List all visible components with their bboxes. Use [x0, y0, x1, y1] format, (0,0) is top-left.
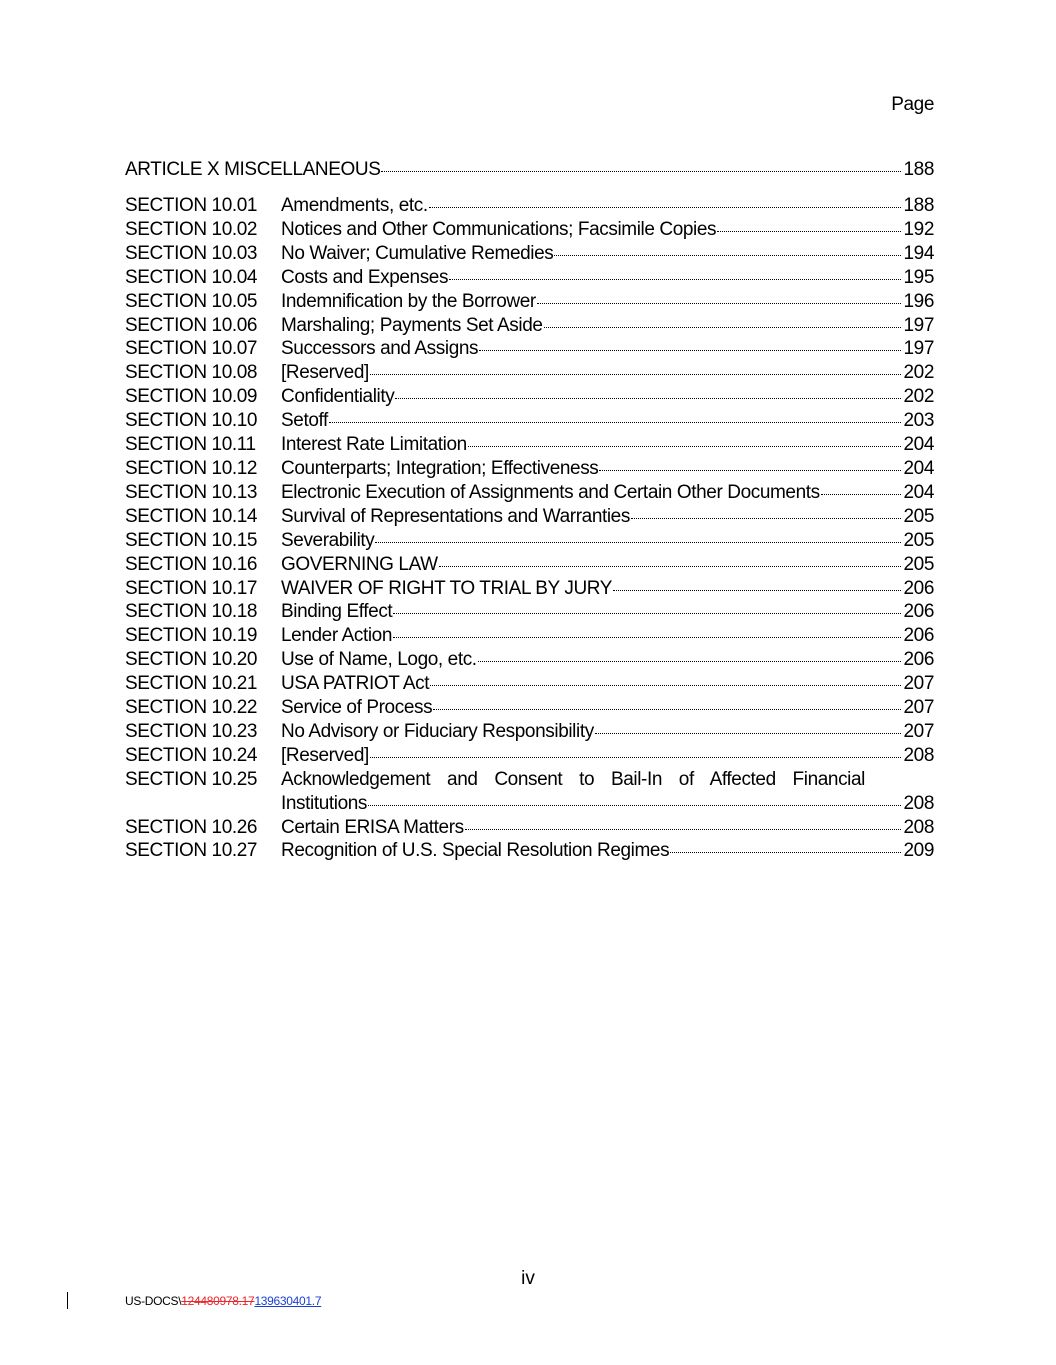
section-title-line-1: Acknowledgement and Consent to Bail-In of Affected Financial	[281, 768, 865, 790]
toc-entry-10-02[interactable]	[125, 218, 934, 242]
section-title: Successors and Assigns	[281, 338, 479, 360]
doc-id-deleted: 124480978.17	[181, 1294, 255, 1308]
section-number: SECTION 10.09	[125, 386, 258, 408]
section-title: Confidentiality	[281, 386, 395, 408]
toc-entry-10-09[interactable]	[125, 385, 934, 409]
section-page-number: 206	[903, 625, 934, 647]
section-title: [Reserved]	[281, 744, 369, 766]
section-title: Marshaling; Payments Set Aside	[281, 314, 543, 336]
section-page-number: 195	[903, 266, 934, 288]
dot-leader	[430, 685, 901, 686]
section-number: SECTION 10.22	[125, 697, 258, 719]
dot-leader	[370, 374, 902, 375]
toc-article-entry[interactable]	[125, 159, 934, 181]
doc-id-inserted: 139630401.7	[254, 1294, 322, 1308]
section-page-number: 206	[903, 601, 934, 623]
section-page-number: 188	[903, 195, 934, 216]
section-number: SECTION 10.17	[125, 577, 258, 599]
section-number: SECTION 10.15	[125, 529, 258, 551]
doc-id-prefix: US-DOCS\	[125, 1294, 182, 1308]
section-page-number: 207	[903, 720, 934, 742]
toc-entry-10-05[interactable]	[125, 290, 934, 314]
dot-leader	[821, 494, 902, 495]
dot-leader	[393, 613, 901, 614]
section-page-number: 192	[903, 218, 934, 240]
section-title: USA PATRIOT Act	[281, 673, 430, 695]
dot-leader	[613, 590, 901, 591]
section-number: SECTION 10.11	[125, 434, 256, 456]
section-page-number: 208	[903, 816, 934, 838]
dot-leader	[329, 422, 902, 423]
section-title-line-2: Institutions	[281, 792, 368, 814]
toc-entry-10-14[interactable]	[125, 505, 934, 529]
dot-leader	[375, 542, 901, 543]
section-page-number: 197	[903, 338, 934, 360]
dot-leader	[479, 350, 901, 351]
section-title: No Advisory or Fiduciary Responsibility	[281, 720, 594, 742]
dot-leader	[544, 327, 902, 328]
section-title: Costs and Expenses	[281, 266, 449, 288]
dot-leader	[433, 709, 901, 710]
section-title: Survival of Representations and Warranties	[281, 505, 630, 527]
toc-entry-10-03[interactable]	[125, 242, 934, 266]
article-page-number: 188	[903, 159, 934, 180]
section-title: Lender Action	[281, 625, 392, 647]
section-page-number: 203	[903, 410, 934, 432]
toc-entry-10-04[interactable]	[125, 266, 934, 290]
toc-entry-10-15[interactable]	[125, 529, 934, 553]
section-page-number: 207	[903, 673, 934, 695]
section-title: Severability	[281, 529, 375, 551]
toc-entry-10-13[interactable]	[125, 481, 934, 505]
dot-leader	[439, 566, 902, 567]
section-title: Service of Process	[281, 697, 433, 719]
section-title: [Reserved]	[281, 362, 369, 384]
dot-leader	[468, 446, 902, 447]
section-number: SECTION 10.03	[125, 242, 258, 264]
toc-entry-10-21[interactable]	[125, 672, 934, 696]
toc-entry-10-18[interactable]	[125, 600, 934, 624]
toc-entry-10-26[interactable]	[125, 816, 934, 840]
section-page-number: 207	[903, 697, 934, 719]
section-page-number: 208	[903, 744, 934, 766]
document-id	[125, 1294, 321, 1308]
section-number: SECTION 10.27	[125, 840, 258, 862]
section-number: SECTION 10.06	[125, 314, 258, 336]
section-number: SECTION 10.04	[125, 266, 258, 288]
toc-entry-10-22[interactable]	[125, 696, 934, 720]
toc-entry-10-16[interactable]	[125, 553, 934, 577]
toc-entry-10-11[interactable]	[125, 433, 934, 457]
section-title: WAIVER OF RIGHT TO TRIAL BY JURY	[281, 577, 613, 599]
toc-entry-10-25[interactable]	[125, 768, 934, 816]
section-page-number: 205	[903, 553, 934, 575]
section-number: SECTION 10.20	[125, 649, 258, 671]
dot-leader	[449, 279, 901, 280]
section-page-number: 204	[903, 457, 934, 479]
section-page-number: 206	[903, 577, 934, 599]
section-title: No Waiver; Cumulative Remedies	[281, 242, 554, 264]
dot-leader	[537, 303, 902, 304]
section-title: Counterparts; Integration; Effectiveness	[281, 457, 599, 479]
section-title: Setoff	[281, 410, 328, 432]
toc-entry-10-10[interactable]	[125, 409, 934, 433]
section-number: SECTION 10.08	[125, 362, 258, 384]
toc-entry-10-08[interactable]	[125, 361, 934, 385]
dot-leader	[370, 757, 902, 758]
toc-entry-10-07[interactable]	[125, 337, 934, 361]
toc-entry-10-01[interactable]	[125, 194, 934, 218]
dot-leader	[478, 661, 902, 662]
section-page-number: 206	[903, 649, 934, 671]
toc-entry-10-24[interactable]	[125, 744, 934, 768]
dot-leader	[717, 231, 901, 232]
dot-leader	[395, 398, 901, 399]
section-title: Binding Effect	[281, 601, 393, 623]
toc-entry-10-23[interactable]	[125, 720, 934, 744]
page-column-label: Page	[891, 94, 934, 115]
dot-leader	[670, 852, 901, 853]
dot-leader	[554, 255, 901, 256]
section-page-number: 208	[903, 792, 934, 814]
page-number: iv	[521, 1268, 535, 1289]
toc-entry-10-12[interactable]	[125, 457, 934, 481]
toc-entry-10-19[interactable]	[125, 624, 934, 648]
section-page-number: 205	[903, 505, 934, 527]
section-title: GOVERNING LAW	[281, 553, 438, 575]
section-title: Electronic Execution of Assignments and Certain Other Documents	[281, 481, 820, 503]
dot-leader	[393, 637, 901, 638]
section-number: SECTION 10.05	[125, 290, 258, 312]
section-title: Indemnification by the Borrower	[281, 290, 536, 312]
section-number: SECTION 10.25	[125, 768, 258, 790]
section-number: SECTION 10.12	[125, 457, 258, 479]
section-number: SECTION 10.18	[125, 601, 258, 623]
table-of-contents	[125, 194, 934, 863]
change-bar	[67, 1292, 68, 1309]
section-page-number: 204	[903, 481, 934, 503]
section-number: SECTION 10.26	[125, 816, 258, 838]
article-title: ARTICLE X MISCELLANEOUS	[125, 159, 381, 180]
toc-entry-10-17[interactable]	[125, 577, 934, 601]
dot-leader	[368, 805, 901, 806]
section-title: Notices and Other Communications; Facsimile Copies	[281, 218, 717, 240]
dot-leader	[631, 518, 902, 519]
section-title: Use of Name, Logo, etc.	[281, 649, 477, 671]
section-page-number: 205	[903, 529, 934, 551]
toc-entry-10-27[interactable]	[125, 839, 934, 863]
section-title: Amendments, etc.	[281, 195, 428, 216]
section-number: SECTION 10.01	[125, 195, 258, 216]
section-page-number: 194	[903, 242, 934, 264]
section-page-number: 204	[903, 434, 934, 456]
section-page-number: 202	[903, 386, 934, 408]
section-number: SECTION 10.13	[125, 481, 258, 503]
section-number: SECTION 10.02	[125, 218, 258, 240]
dot-leader	[465, 829, 902, 830]
toc-entry-10-06[interactable]	[125, 314, 934, 338]
section-number: SECTION 10.24	[125, 744, 258, 766]
dot-leader	[595, 733, 902, 734]
section-title: Certain ERISA Matters	[281, 816, 464, 838]
dot-leader	[429, 207, 902, 208]
section-title: Recognition of U.S. Special Resolution Regimes	[281, 840, 670, 862]
section-number: SECTION 10.21	[125, 673, 258, 695]
dot-leader	[599, 470, 901, 471]
section-number: SECTION 10.10	[125, 410, 258, 432]
section-number: SECTION 10.23	[125, 720, 258, 742]
section-number: SECTION 10.19	[125, 625, 258, 647]
section-number: SECTION 10.07	[125, 338, 258, 360]
section-page-number: 196	[903, 290, 934, 312]
toc-entry-10-20[interactable]	[125, 648, 934, 672]
section-page-number: 209	[903, 840, 934, 862]
section-page-number: 197	[903, 314, 934, 336]
section-page-number: 202	[903, 362, 934, 384]
section-number: SECTION 10.14	[125, 505, 258, 527]
section-title: Interest Rate Limitation	[281, 434, 467, 456]
section-number: SECTION 10.16	[125, 553, 258, 575]
dot-leader	[381, 171, 901, 172]
